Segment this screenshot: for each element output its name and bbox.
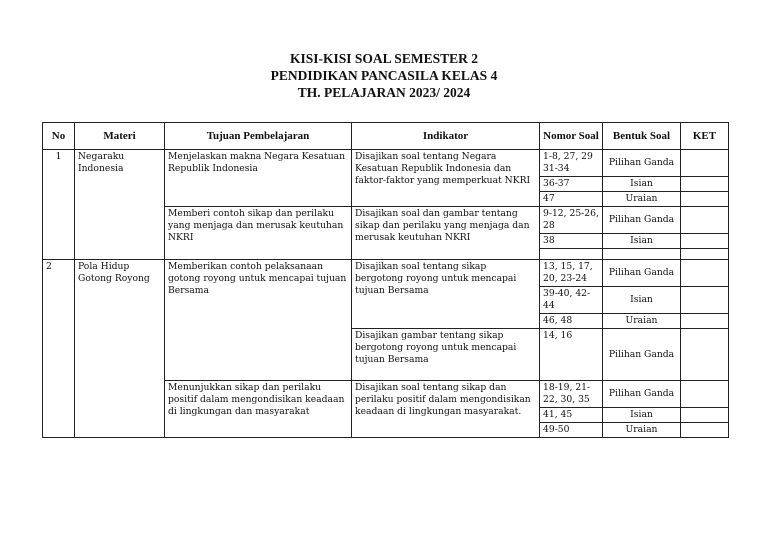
document-title-line-2: PENDIDIKAN PANCASILA KELAS 4: [270, 68, 498, 83]
header-no: No: [43, 123, 75, 150]
header-nomor-soal: Nomor Soal: [540, 123, 603, 150]
nomor-soal-cell: 38: [540, 234, 603, 249]
document-title-line-3: TH. PELAJARAN 2023/ 2024: [297, 85, 471, 100]
nomor-soal-cell: 46, 48: [540, 314, 603, 329]
ket-cell: [681, 192, 729, 207]
ket-cell: [681, 177, 729, 192]
tujuan-cell: Memberi contoh sikap dan perilaku yang menjaga dan merusak keutuhan NKRI: [165, 207, 352, 260]
nomor-soal-cell: [540, 249, 603, 260]
nomor-soal-cell: 47: [540, 192, 603, 207]
indikator-cell: Disajikan soal tentang sikap dan perilaku positif dalam mengondisikan keadaan di lingkungan masyarakat.: [352, 381, 540, 438]
table-row: [43, 150, 729, 177]
ket-cell: [681, 408, 729, 423]
document-title-line-1: KISI-KISI SOAL SEMESTER 2: [290, 51, 478, 66]
nomor-soal-cell: 14, 16: [540, 329, 603, 381]
nomor-soal-cell: 13, 15, 17, 20, 23-24: [540, 260, 603, 287]
nomor-soal-cell: 49-50: [540, 423, 603, 438]
header-indikator: Indikator: [352, 123, 540, 150]
ket-cell: [681, 314, 729, 329]
materi-cell: Pola Hidup Gotong Royong: [75, 260, 165, 438]
indikator-cell: Disajikan soal tentang sikap bergotong royong untuk mencapai tujuan Bersama: [352, 260, 540, 329]
header-tujuan: Tujuan Pembelajaran: [165, 123, 352, 150]
tujuan-cell: Menjelaskan makna Negara Kesatuan Republik Indonesia: [165, 150, 352, 207]
materi-cell: Negaraku Indonesia: [75, 150, 165, 260]
kisi-kisi-table: [42, 122, 729, 438]
bentuk-soal-cell: Pilihan Ganda: [603, 329, 681, 381]
ket-cell: [681, 150, 729, 177]
header-ket: KET: [681, 123, 729, 150]
row-number: 2: [43, 260, 75, 438]
ket-cell: [681, 329, 729, 381]
nomor-soal-cell: 18-19, 21-22, 30, 35: [540, 381, 603, 408]
nomor-soal-cell: 36-37: [540, 177, 603, 192]
bentuk-soal-cell: Isian: [603, 177, 681, 192]
ket-cell: [681, 423, 729, 438]
indikator-cell: Disajikan soal tentang Negara Kesatuan Republik Indonesia dan faktor-faktor yang memperkuat NKRI: [352, 150, 540, 207]
bentuk-soal-cell: Isian: [603, 408, 681, 423]
bentuk-soal-cell: Pilihan Ganda: [603, 150, 681, 177]
bentuk-soal-cell: Pilihan Ganda: [603, 207, 681, 234]
bentuk-soal-cell: Uraian: [603, 423, 681, 438]
table-header-row: [43, 123, 729, 150]
tujuan-cell: Memberikan contoh pelaksanaan gotong royong untuk mencapai tujuan Bersama: [165, 260, 352, 381]
nomor-soal-cell: 41, 45: [540, 408, 603, 423]
bentuk-soal-cell: Uraian: [603, 192, 681, 207]
nomor-soal-cell: 9-12, 25-26, 28: [540, 207, 603, 234]
row-number: 1: [43, 150, 75, 260]
ket-cell: [681, 381, 729, 408]
bentuk-soal-cell: Pilihan Ganda: [603, 381, 681, 408]
bentuk-soal-cell: Isian: [603, 234, 681, 249]
indikator-cell: Disajikan gambar tentang sikap bergotong royong untuk mencapai tujuan Bersama: [352, 329, 540, 381]
ket-cell: [681, 287, 729, 314]
nomor-soal-cell: 1-8, 27, 29 31-34: [540, 150, 603, 177]
table-row: [43, 260, 729, 287]
header-materi: Materi: [75, 123, 165, 150]
ket-cell: [681, 249, 729, 260]
nomor-soal-cell: 39-40, 42-44: [540, 287, 603, 314]
bentuk-soal-cell: Pilihan Ganda: [603, 260, 681, 287]
bentuk-soal-cell: [603, 249, 681, 260]
bentuk-soal-cell: Isian: [603, 287, 681, 314]
bentuk-soal-cell: Uraian: [603, 314, 681, 329]
ket-cell: [681, 234, 729, 249]
header-bentuk-soal: Bentuk Soal: [603, 123, 681, 150]
indikator-cell: Disajikan soal dan gambar tentang sikap dan perilaku yang menjaga dan merusak keutuhan NKRI: [352, 207, 540, 260]
ket-cell: [681, 260, 729, 287]
ket-cell: [681, 207, 729, 234]
tujuan-cell: Menunjukkan sikap dan perilaku positif dalam mengondisikan keadaan di lingkungan dan masyarakat: [165, 381, 352, 438]
